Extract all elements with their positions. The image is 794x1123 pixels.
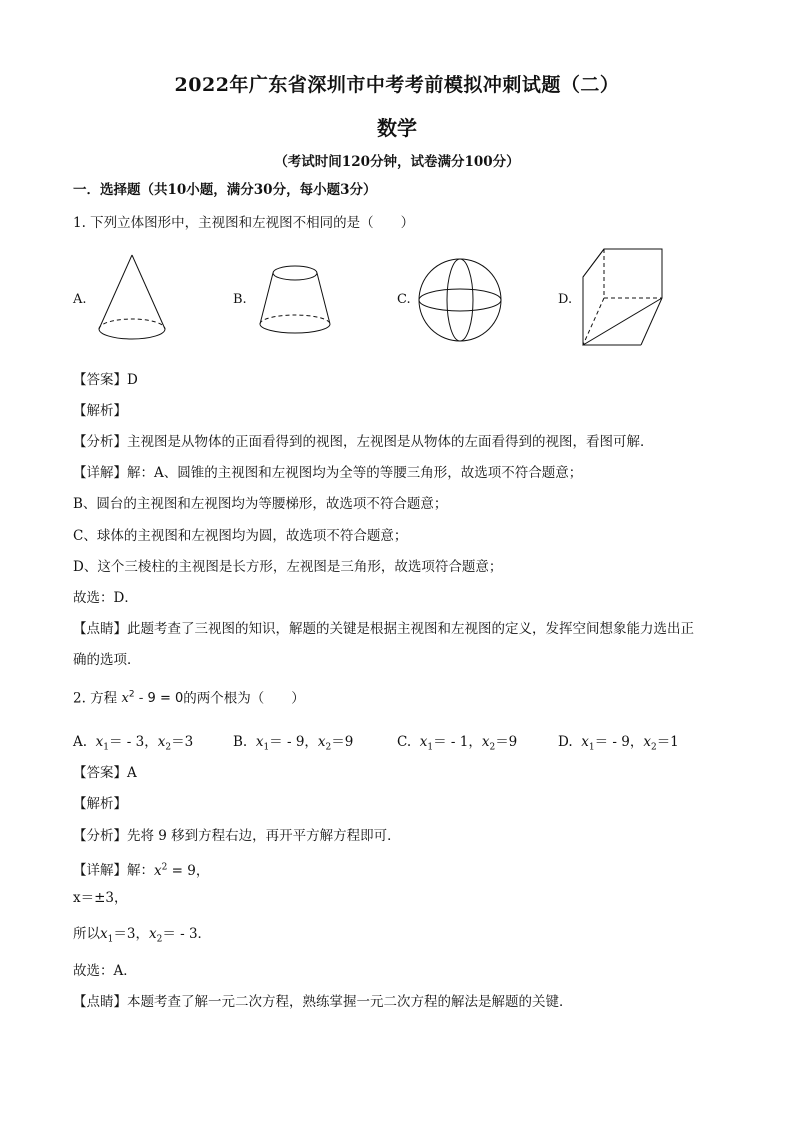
sphere-figure: [417, 258, 507, 348]
q2-stem-suffix: 的两个根为（ ）: [183, 690, 305, 707]
q2-option-d: D. $x_1= - 9$，$x_2=1$: [558, 734, 679, 753]
q2-suoyi-line: 所以$x_1=3$，$x_2= - 3$．: [73, 926, 212, 945]
q1-option-a-label: A.: [73, 292, 87, 307]
q2-option-c: C. $x_1= - 1$，$x_2=9$: [397, 734, 518, 753]
subject-title: 数学: [377, 116, 417, 140]
q1-answer: [73, 371, 138, 389]
q2-fenxi: 【分析】先将 9 移到方程右边，再开平方解方程即可．: [73, 828, 401, 844]
triangular-prism-figure: [583, 246, 668, 351]
q1-line-b: B、圆台的主视图和左视图均为等腰梯形，故选项不符合题意；: [73, 496, 448, 512]
answer-tag: 【答案】: [73, 765, 127, 781]
q2-equation-x2-eq-9: $x^2 = 9$，: [154, 862, 210, 879]
q2-xiangjie: 【详解】解：$x^2 = 9$，: [73, 862, 210, 879]
q2-stem-prefix: 2. 方程: [73, 690, 118, 707]
q1-xiangjie: 【详解】解：A、圆锥的主视图和左视图均为全等的等腰三角形，故选项不符合题意；: [73, 465, 583, 481]
q2-option-a: A. $x_1= - 3$，$x_2=3$: [73, 734, 194, 753]
q1-dianjing-line2: 确的选项．: [73, 652, 141, 668]
q2-guxuan: 故选：A．: [73, 963, 137, 979]
cone-figure: [95, 250, 175, 345]
answer-value: A: [127, 765, 137, 781]
frustum-figure: [255, 262, 340, 347]
q2-dianjing: 【点睛】本题考查了解一元二次方程，熟练掌握一元二次方程的解法是解题的关键．: [73, 994, 573, 1010]
q1-fenxi: 【分析】主视图是从物体的正面看得到的视图，左视图是从物体的左面看得到的视图，看图可解．: [73, 434, 654, 450]
q1-option-d-label: D.: [558, 292, 573, 307]
answer-tag: 【答案】: [73, 372, 127, 388]
page-title: 2022年广东省深圳市中考考前模拟冲刺试题（二）: [174, 74, 620, 96]
q2-equation: $x^2 - 9 = 0$: [121, 690, 184, 707]
q1-guxuan: 故选：D．: [73, 590, 138, 606]
q2-analysis-tag: 【解析】: [73, 796, 127, 812]
q1-line-c: C、球体的主视图和左视图均为圆，故选项不符合题意；: [73, 528, 408, 544]
exam-note: （考试时间120分钟，试卷满分100分）: [274, 154, 520, 170]
q2-answer: [73, 764, 137, 782]
q1-dianjing-line1: 【点睛】此题考查了三视图的知识，解题的关键是根据主视图和左视图的定义，发挥空间想象能力选出正: [73, 621, 694, 637]
answer-value: D: [127, 372, 138, 388]
section-heading: 一．选择题（共10小题，满分30分，每小题3分）: [73, 182, 377, 198]
q2-option-b: B. $x_1= - 9$，$x_2=9$: [233, 734, 354, 753]
q1-option-c-label: C.: [397, 292, 411, 307]
q1-option-b-label: B.: [233, 292, 247, 307]
question-2-stem: [73, 686, 305, 708]
question-1-stem: 1. 下列立体图形中，主视图和左视图不相同的是（ ）: [73, 215, 415, 231]
q1-analysis-tag: 【解析】: [73, 403, 127, 419]
q1-line-d: D、这个三棱柱的主视图是长方形，左视图是三角形，故选项符合题意；: [73, 559, 503, 575]
q2-plus-minus-line: x＝±3，: [73, 890, 128, 906]
